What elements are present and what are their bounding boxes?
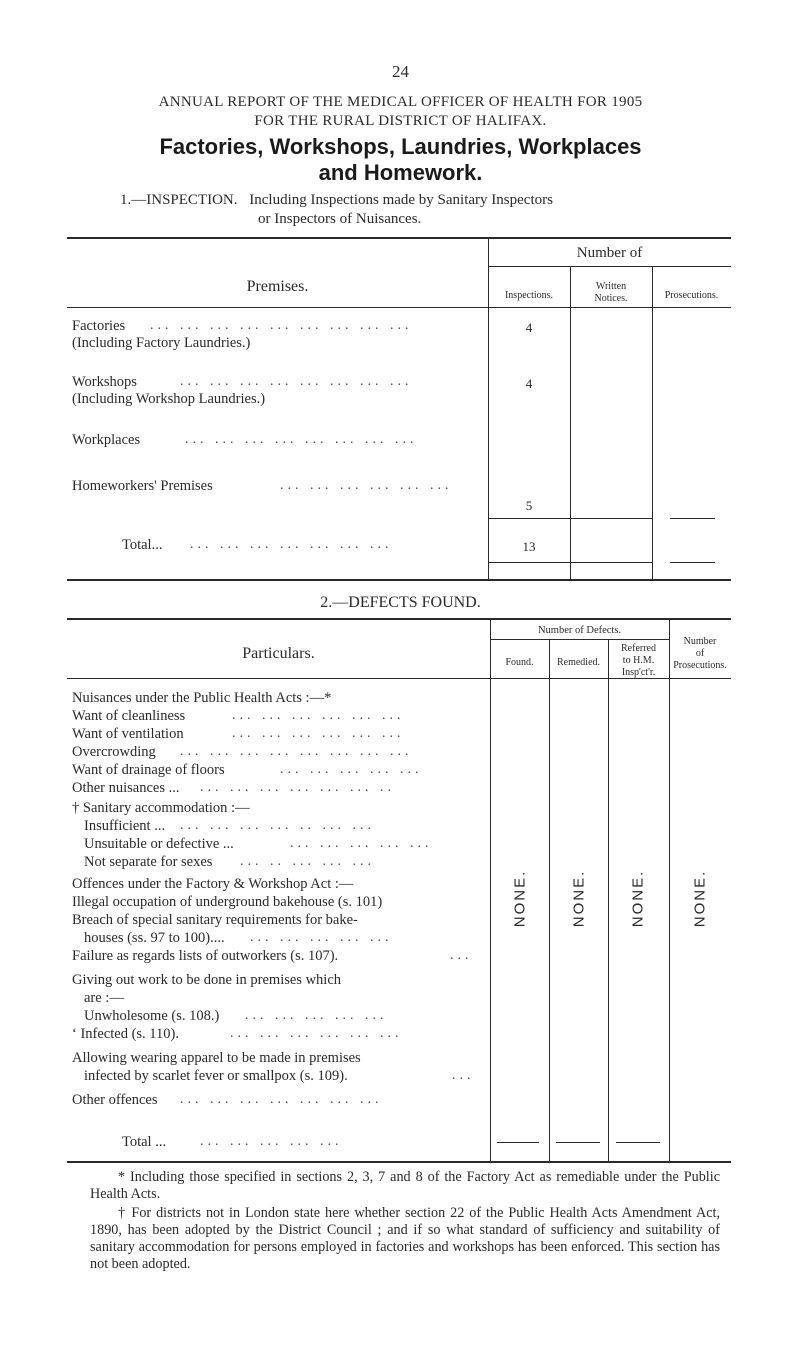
defects-row: Want of drainage of floors — [72, 762, 225, 778]
referred-header-line1: Referred — [621, 643, 656, 654]
leader-dots: ... ... ... ... ... ... ... — [190, 537, 393, 552]
defects-row: Want of ventilation — [72, 726, 184, 742]
written-notices-header — [570, 281, 652, 305]
leader-dots: ... — [450, 948, 473, 963]
prosecutions-count-header-line2: of — [695, 648, 705, 659]
number-of-header: Number of — [576, 245, 643, 261]
none-remedied: NONE. — [570, 869, 588, 928]
none-found: NONE. — [511, 869, 529, 928]
defects-row: Not separate for sexes — [84, 854, 213, 870]
prosecutions-count-header — [669, 636, 731, 672]
none-referred: NONE. — [629, 869, 647, 928]
written-notices-header-line2: Notices. — [594, 293, 628, 304]
leader-dots: ... — [452, 1068, 475, 1083]
defects-row: Want of cleanliness — [72, 708, 186, 724]
leader-dots: ... ... ... ... ... ... ... ... — [185, 432, 418, 447]
inspections-header: Inspections. — [504, 290, 554, 301]
defects-row: Unwholesome (s. 108.) — [84, 1008, 220, 1024]
defects-row: Nuisances under the Public Health Acts :—* — [72, 690, 332, 706]
inspections-workshops: 4 — [525, 376, 533, 391]
defects-row: Breach of special sanitary requirements for bake- — [72, 912, 358, 928]
leader-dots: ... ... ... ... ... — [290, 836, 433, 851]
leader-dots: ... ... ... ... ... ... — [280, 478, 453, 493]
defects-row: Illegal occupation of underground bakehouse (s. 101) — [72, 894, 383, 910]
report-title-line2: FOR THE RURAL DISTRICT OF HALIFAX. — [254, 113, 547, 129]
defects-heading: 2.—DEFECTS FOUND. — [320, 594, 481, 611]
leader-dots: ... ... ... ... .. ... ... — [180, 818, 375, 833]
remedied-header: Remedied. — [556, 657, 601, 668]
leader-dots: ... ... ... ... ... — [245, 1008, 388, 1023]
referred-header-line2: to H.M. — [622, 655, 655, 666]
leader-dots: ... ... ... ... ... — [200, 1134, 343, 1149]
page-number: 24 — [392, 62, 409, 81]
premises-row-homeworkers: Homeworkers' Premises — [72, 478, 213, 494]
defects-row: Allowing wearing apparel to be made in premises — [72, 1050, 361, 1066]
leader-dots: ... ... ... ... ... — [280, 762, 423, 777]
written-notices-header-line1: Written — [595, 281, 627, 292]
report-title-line1: ANNUAL REPORT OF THE MEDICAL OFFICER OF HEALTH FOR 1905 — [158, 94, 643, 110]
defects-total: Total ... — [122, 1134, 167, 1150]
prosecutions-count-header-line3: Prosecutions. — [673, 660, 727, 671]
premises-header: Premises. — [246, 278, 309, 295]
inspections-homeworkers: 5 — [525, 498, 533, 513]
number-of-defects-header: Number of Defects. — [537, 625, 622, 636]
particulars-header: Particulars. — [242, 645, 315, 662]
found-header: Found. — [505, 657, 534, 668]
section-title-line1: Factories, Workshops, Laundries, Workplaces — [159, 134, 642, 159]
inspection-heading-note-2: or Inspectors of Nuisances. — [258, 211, 422, 227]
defects-row: are :— — [84, 990, 124, 1006]
leader-dots: ... ... ... ... ... ... — [232, 708, 405, 723]
leader-dots: ... .. ... ... ... — [240, 854, 375, 869]
leader-dots: ... ... ... ... ... ... ... ... ... — [150, 318, 413, 333]
leader-dots: ... ... ... ... ... ... .. — [200, 780, 395, 795]
none-prosecutions: NONE. — [691, 869, 709, 928]
prosecutions-header: Prosecutions. — [664, 290, 719, 301]
defects-row: Other offences — [72, 1092, 158, 1108]
inspections-factories: 4 — [525, 320, 533, 335]
referred-header-line3: Insp'ct'r. — [621, 667, 656, 678]
inspection-heading-note: Including Inspections made by Sanitary Inspectors — [249, 192, 553, 208]
prosecutions-count-header-line1: Number — [683, 636, 717, 647]
defects-row: infected by scarlet fever or smallpox (s. 109). — [84, 1068, 348, 1084]
leader-dots: ... ... ... ... ... ... ... — [180, 1092, 383, 1107]
premises-total: Total... — [122, 537, 163, 553]
leader-dots: ... ... ... ... ... ... ... ... — [180, 744, 413, 759]
leader-dots: ... ... ... ... ... ... — [230, 1026, 403, 1041]
premises-row-workshops: Workshops — [72, 374, 137, 390]
footnote-star: * Including those specified in sections 2, 3, 7 and 8 of the Factory Act as remediable under the Public Health Acts. — [90, 1169, 720, 1202]
defects-row: Overcrowding — [72, 744, 156, 760]
defects-row: Other nuisances ... — [72, 780, 180, 796]
inspections-total: 13 — [522, 539, 536, 554]
defects-row: Giving out work to be done in premises which — [72, 972, 342, 988]
defects-row: Insufficient ... — [84, 818, 166, 834]
defects-row: † Sanitary accommodation :— — [72, 800, 250, 816]
leader-dots: ... ... ... ... ... — [250, 930, 393, 945]
leader-dots: ... ... ... ... ... ... ... ... — [180, 374, 413, 389]
referred-header — [608, 643, 669, 679]
defects-row: Offences under the Factory & Workshop Act :— — [72, 876, 354, 892]
defects-row: houses (ss. 97 to 100).... — [84, 930, 225, 946]
premises-row-workplaces: Workplaces — [72, 432, 141, 448]
leader-dots: ... ... ... ... ... ... — [232, 726, 405, 741]
section-title-line2: and Homework. — [318, 160, 483, 185]
footnote-dagger: † For districts not in London state here whether section 22 of the Public Health Acts Amendment Act, 1890, has been adopted by the District Council ; and if so what standard of sufficiency and suitability of sanitary accommodation for persons employed in factories and workshops has been enforced. This section has not been adopted. — [90, 1205, 720, 1272]
defects-row: Failure as regards lists of outworkers (s. 107). — [72, 948, 339, 964]
inspection-heading-label: 1.—INSPECTION. — [120, 192, 238, 208]
premises-row-factories: Factories — [72, 318, 126, 334]
premises-row-factories-note: (Including Factory Laundries.) — [72, 335, 251, 351]
inspection-heading — [120, 192, 553, 209]
defects-row: ‘ Infected (s. 110). — [72, 1026, 179, 1042]
defects-row: Unsuitable or defective ... — [84, 836, 234, 852]
premises-row-workshops-note: (Including Workshop Laundries.) — [72, 391, 266, 407]
